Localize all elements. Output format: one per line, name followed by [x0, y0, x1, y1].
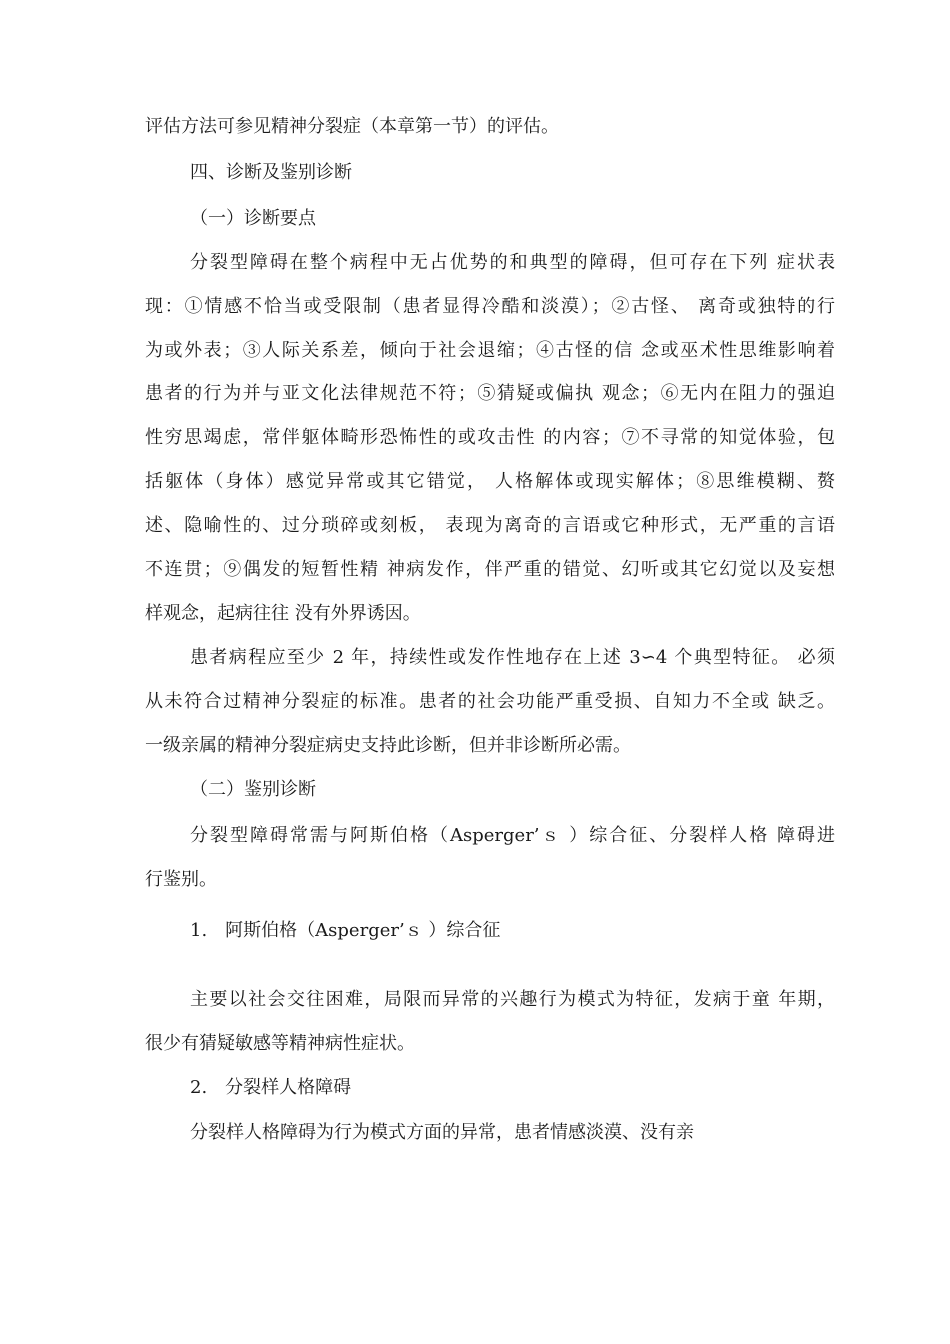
paragraph-line: 很少有猜疑敏感等精神病性症状。: [145, 1033, 415, 1054]
list-item-asperger-heading: 1. 阿斯伯格（Asperger’ｓ ）综合征: [190, 920, 501, 941]
paragraph-line: 现：①情感不恰当或受限制（患者显得冷酷和淡漠）；②古怪、 离奇或独特的行: [145, 296, 835, 317]
paragraph-line: 主要以社会交往困难，局限而异常的兴趣行为模式为特征，发病于童 年期，: [190, 989, 835, 1010]
paragraph-line: 述、隐喻性的、过分琐碎或刻板， 表现为离奇的言语或它种形式，无严重的言语: [145, 515, 835, 536]
paragraph-line: 一级亲属的精神分裂症病史支持此诊断，但并非诊断所必需。: [145, 735, 631, 756]
paragraph-line: 患者病程应至少 2 年，持续性或发作性地存在上述 3∽4 个典型特征。 必须: [190, 647, 835, 668]
paragraph-line: 分裂样人格障碍为行为模式方面的异常，患者情感淡漠、没有亲: [190, 1122, 694, 1143]
paragraph-line: 括躯体（身体）感觉异常或其它错觉， 人格解体或现实解体；⑧思维模糊、赘: [145, 471, 835, 492]
paragraph-line: 从未符合过精神分裂症的标准。患者的社会功能严重受损、自知力不全或 缺乏。: [145, 691, 835, 712]
paragraph-line: 性穷思竭虑，常伴躯体畸形恐怖性的或攻击性 的内容；⑦不寻常的知觉体验，包: [145, 427, 835, 448]
paragraph-line: 为或外表；③人际关系差，倾向于社会退缩；④古怪的信 念或巫术性思维影响着: [145, 340, 835, 361]
subsection-heading-differential: （二）鉴别诊断: [190, 779, 316, 800]
paragraph-line: 行鉴别。: [145, 869, 217, 890]
list-item-schizoid-heading: 2. 分裂样人格障碍: [190, 1077, 352, 1098]
paragraph-line: 样观念，起病往往 没有外界诱因。: [145, 603, 421, 624]
paragraph-line: 分裂型障碍常需与阿斯伯格（Asperger’ｓ ）综合征、分裂样人格 障碍进: [190, 825, 835, 846]
subsection-heading-diagnostic-points: （一）诊断要点: [190, 208, 316, 229]
paragraph-assessment-line: 评估方法可参见精神分裂症（本章第一节）的评估。: [145, 116, 559, 137]
paragraph-line: 不连贯；⑨偶发的短暂性精 神病发作，伴严重的错觉、幻听或其它幻觉以及妄想: [145, 559, 835, 580]
paragraph-line: 分裂型障碍在整个病程中无占优势的和典型的障碍，但可存在下列 症状表: [190, 252, 835, 273]
section-heading-diagnosis: 四、诊断及鉴别诊断: [190, 162, 352, 183]
paragraph-line: 患者的行为并与亚文化法律规范不符；⑤猜疑或偏执 观念；⑥无内在阻力的强迫: [145, 383, 835, 404]
